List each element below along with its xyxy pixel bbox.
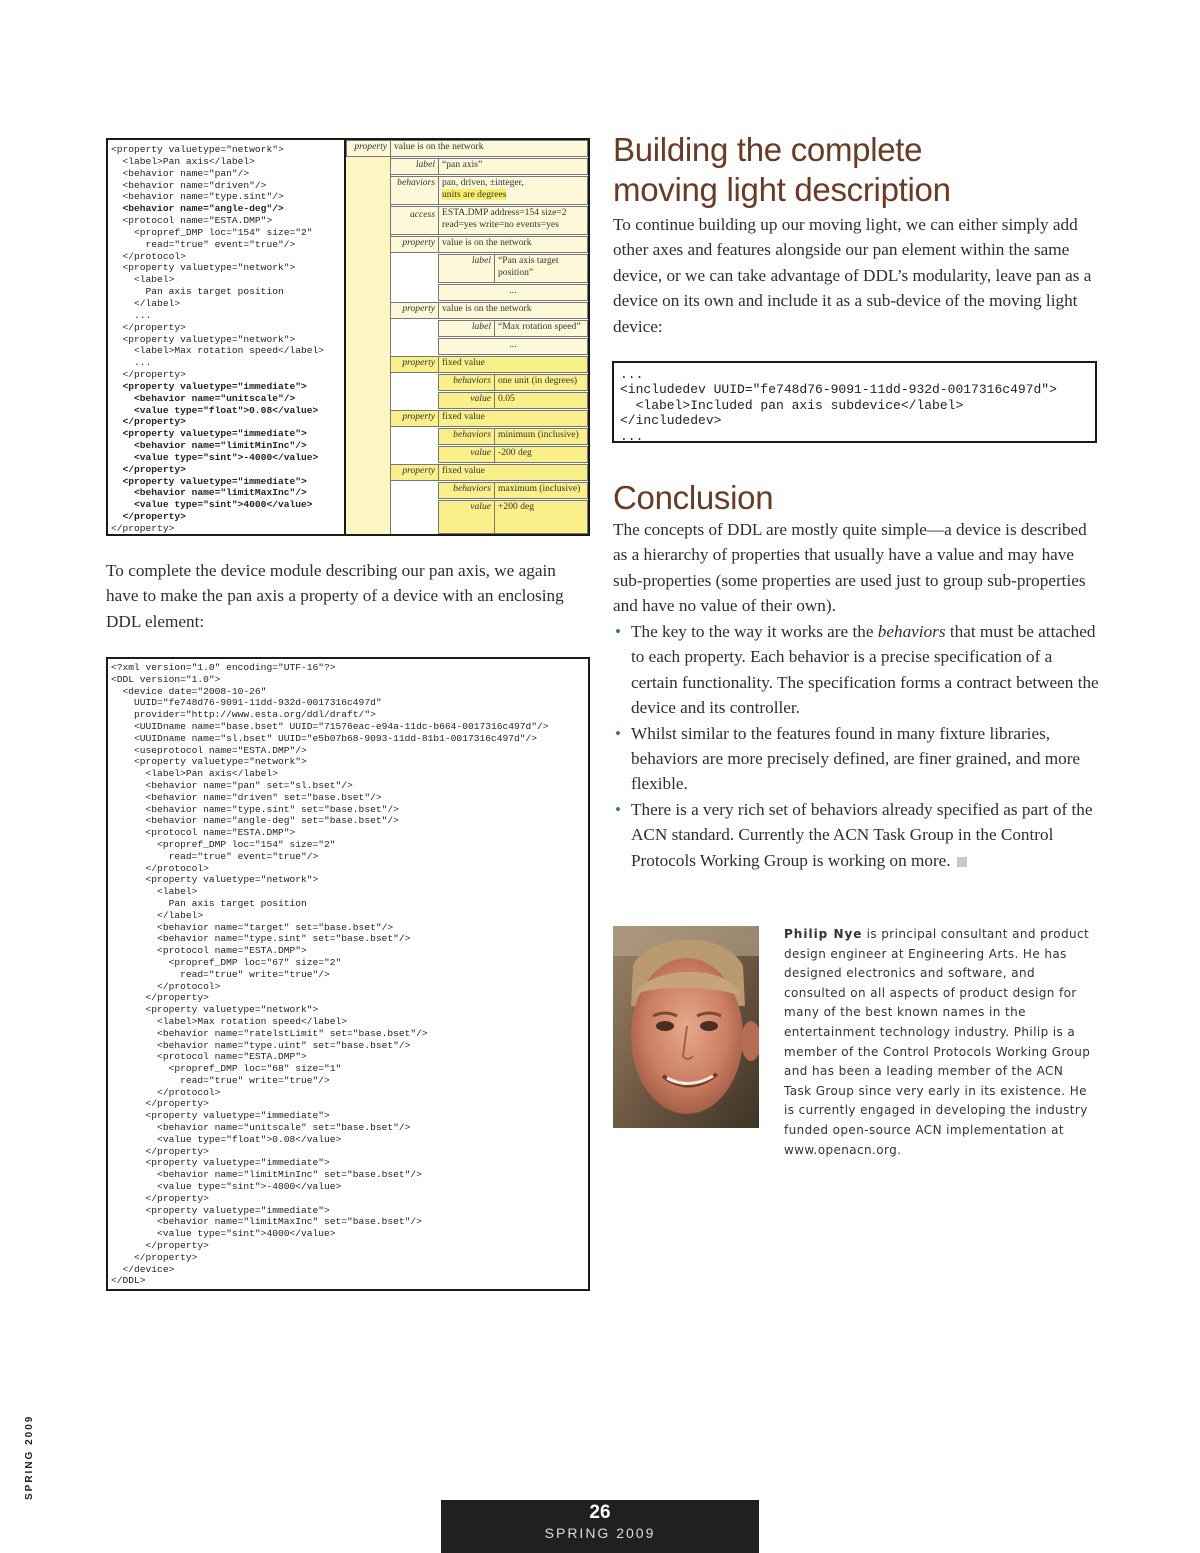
page-footer	[441, 1500, 759, 1553]
table-value: ESTA.DMP address=154 size=2 read=yes write=no events=yes	[442, 207, 567, 230]
table-value: “pan axis”	[442, 159, 483, 170]
code-line: <device date="2008-10-26"	[122, 685, 267, 697]
bullet-item: • Whilst similar to the features found in many fixture libraries, behaviors are more precisely defined, are finer grained, and more flexible.	[613, 721, 1103, 797]
code-line: </property>	[122, 463, 186, 475]
code-line: <value type="sint">4000</value>	[157, 1228, 336, 1240]
conclusion-heading: Conclusion	[613, 479, 774, 516]
table-row-sub-value: value 0.05	[438, 392, 588, 409]
code-line: <property valuetype="network">	[122, 333, 296, 345]
table-row-root	[346, 140, 588, 157]
table-key: property	[347, 141, 391, 156]
code-line: </property>	[122, 321, 186, 333]
table-value: pan, driven, ±integer, units are degrees	[442, 177, 524, 200]
code-line: <property valuetype="immediate">	[122, 475, 307, 487]
table-value: value is on the network	[394, 141, 484, 152]
code-line: <behavior name="limitMinInc"/>	[134, 440, 307, 452]
code-line: Pan axis target position	[145, 286, 284, 298]
table-row-sub-label: label “Pan axis target position”	[438, 254, 588, 283]
code-line: <behavior name="type.sint" set="base.bset"/>	[157, 933, 411, 945]
table-row-sub-property: property fixed value	[390, 356, 588, 373]
code-line: </property>	[145, 1145, 209, 1157]
code-line: <behavior name="limitMaxInc" set="base.bset"/>	[157, 1216, 422, 1228]
code-line: <protocol name="ESTA.DMP">	[145, 827, 296, 839]
end-mark-icon	[957, 857, 967, 867]
footer-issue: SPRING 2009	[544, 1525, 656, 1541]
code-line: <property valuetype="network">	[111, 144, 284, 155]
table-row-sub-property: property value is on the network	[390, 302, 588, 319]
bullet-item: • The key to the way it works are the behaviors that must be attached to each property. Each behavior is a precise specification of a certain functionality. The specification forms a contract between the device and its controller.	[613, 619, 1103, 721]
code-line: </property>	[122, 369, 186, 381]
bullet-icon: •	[615, 799, 622, 819]
code-line: <protocol name="ESTA.DMP">	[157, 945, 307, 957]
code-line: <includedev UUID="fe748d76-9091-11dd-932d-0017316c497d">	[620, 382, 1057, 398]
code-line: read="true" write="true"/>	[180, 1074, 330, 1086]
table-row-sub-label: label “Max rotation speed”	[438, 320, 588, 337]
code-line: ...	[134, 309, 152, 321]
code-line: <UUIDname name="base.bset" UUID="71576eac-e94a-11dc-b664-0017316c497d"/>	[134, 720, 549, 732]
table-row-sub-behaviors: behaviors maximum (inclusive)	[438, 482, 588, 499]
code-line: <value type="float">0.08</value>	[157, 1133, 342, 1145]
code-line: <behavior name="driven"/>	[122, 179, 267, 191]
code-line: <behavior name="target" set="base.bset"/>	[157, 921, 394, 933]
table-row-more: ...	[438, 338, 588, 355]
author-name: Philip Nye	[784, 927, 863, 941]
code-line: <label>Included pan axis subdevice</label>	[635, 397, 964, 413]
code-listing-property	[111, 144, 324, 535]
section-paragraph: To continue building up our moving light, we can either simply add other axes and features alongside our pan element within the same device, or we can take advantage of DDL’s modularity, leave pan as a device on its own and include it as a sub-device of the moving light device:	[613, 215, 1092, 336]
code-line: </protocol>	[157, 980, 221, 992]
code-line: </label>	[134, 297, 181, 309]
code-line: read="true" event="true"/>	[145, 238, 296, 250]
code-line: <property valuetype="immediate">	[122, 428, 307, 440]
code-figure-includedev	[612, 361, 1097, 443]
code-line: <behavior name="angle-deg" set="base.bset"/>	[145, 815, 399, 827]
code-line: provider="http://www.esta.org/ddl/draft/">	[134, 709, 376, 721]
intro-paragraph: To complete the device module describing our pan axis, we again have to make the pan axis a property of a device with an enclosing DDL element:	[106, 561, 564, 631]
code-line: <behavior name="type.sint" set="base.bset"/>	[145, 803, 399, 815]
table-row-access	[390, 206, 588, 235]
code-line: <property valuetype="immediate">	[145, 1157, 330, 1169]
side-issue-label: SPRING 2009	[24, 1414, 35, 1500]
code-line: UUID="fe748d76-9091-11dd-932d-0017316c497d"	[134, 697, 382, 709]
code-line: <property valuetype="network">	[145, 1004, 319, 1016]
code-line: </protocol>	[157, 1086, 221, 1098]
table-row-sub-value: value -200 deg	[438, 446, 588, 463]
page-number: 26	[589, 1502, 611, 1523]
code-line: </property>	[145, 992, 209, 1004]
code-line: read="true" write="true"/>	[180, 968, 330, 980]
table-row-sub-value: value +200 deg	[438, 500, 588, 534]
code-line: <behavior name="unitscale"/>	[134, 392, 296, 404]
table-row-label	[390, 158, 588, 175]
table-row-sub-property: property value is on the network	[390, 236, 588, 253]
code-line: <property valuetype="network">	[145, 874, 319, 886]
author-photo	[613, 926, 759, 1128]
code-line: <propref_DMP loc="154" size="2"	[157, 838, 336, 850]
code-line: <label>Max rotation speed</label>	[134, 345, 325, 357]
code-figure-ddl	[106, 657, 590, 1291]
code-line: <label>Pan axis</label>	[122, 155, 255, 167]
code-line: <behavior name="angle-deg"/>	[122, 203, 284, 215]
code-line: <behavior name="limitMinInc" set="base.bset"/>	[157, 1169, 422, 1181]
code-line: <property valuetype="immediate">	[122, 380, 307, 392]
code-line: </protocol>	[145, 862, 209, 874]
code-line: <property valuetype="network">	[122, 262, 296, 274]
table-row-sub-property: property fixed value	[390, 464, 588, 481]
code-line: <behavior name="pan"/>	[122, 167, 250, 179]
table-spine	[346, 140, 391, 534]
code-line: </property>	[111, 523, 175, 534]
code-line: Pan axis target position	[168, 897, 307, 909]
code-line: <label>	[134, 274, 175, 286]
code-line: </property>	[122, 511, 186, 523]
code-line: </device>	[122, 1263, 175, 1275]
code-line: <behavior name="type.uint" set="base.bset"/>	[157, 1039, 411, 1051]
code-listing-includedev	[620, 367, 1057, 444]
code-line: </property>	[145, 1098, 209, 1110]
code-line: <propref_DMP loc="67" size="2"	[168, 956, 342, 968]
code-line: </includedev>	[620, 413, 722, 429]
code-line: <behavior name="driven" set="base.bset"/>	[145, 791, 382, 803]
code-line: </property>	[145, 1192, 209, 1204]
code-listing-ddl	[111, 662, 549, 1287]
conclusion-bullet-list	[613, 619, 1103, 873]
code-line: </protocol>	[122, 250, 186, 262]
code-line: <property valuetype="network">	[134, 756, 307, 768]
code-line: <behavior name="ratelstLimit" set="base.bset"/>	[157, 1027, 428, 1039]
code-line: </DDL>	[111, 1275, 146, 1287]
code-line: <value type="sint">-4000</value>	[134, 451, 319, 463]
code-line: <behavior name="unitscale" set="base.bset"/>	[157, 1122, 411, 1134]
conclusion-paragraph: The concepts of DDL are mostly quite simple—a device is described as a hierarchy of properties that usually have a value and may have sub-properties (some properties are used just to group sub-properties and have no value of their own).	[613, 520, 1087, 616]
table-row-sub-behaviors: behaviors one unit (in degrees)	[438, 374, 588, 391]
code-line: </label>	[157, 909, 204, 921]
table-key: access	[391, 207, 439, 234]
code-line: <UUIDname name="sl.bset" UUID="e5b07b68-9093-11dd-81b1-0017316c497d"/>	[134, 732, 538, 744]
table-row-sub-property: property fixed value	[390, 410, 588, 427]
code-line: <value type="sint">-4000</value>	[157, 1181, 342, 1193]
code-line: <?xml version="1.0" encoding="UTF-16"?>	[111, 662, 336, 673]
code-line: ...	[134, 357, 152, 369]
code-figure-property	[106, 138, 590, 536]
code-line: </property>	[145, 1240, 209, 1252]
bullet-item: • There is a very rich set of behaviors already specified as part of the ACN standard. Currently the ACN Task Group in the Control Protocols Working Group is working on more.	[613, 797, 1103, 873]
bullet-icon: •	[615, 622, 622, 641]
code-line: <property valuetype="immediate">	[145, 1204, 330, 1216]
code-line: <value type="sint">4000</value>	[134, 499, 313, 511]
code-line: <propref_DMP loc="68" size="1"	[168, 1063, 342, 1075]
code-line: <DDL version="1.0">	[111, 673, 221, 685]
code-line: <protocol name="ESTA.DMP">	[122, 215, 273, 227]
code-line: <property valuetype="immediate">	[145, 1110, 330, 1122]
code-line: <propref_DMP loc="154" size="2"	[134, 226, 313, 238]
bullet-icon: •	[615, 723, 622, 743]
code-line: ...	[620, 367, 644, 382]
code-line: <protocol name="ESTA.DMP">	[157, 1051, 307, 1063]
code-line: <label>	[157, 886, 198, 898]
section-heading: Building the complete moving light description	[613, 131, 951, 208]
code-line: <behavior name="type.sint"/>	[122, 191, 284, 203]
code-line: ...	[620, 428, 644, 444]
code-line: <label>Max rotation speed</label>	[157, 1015, 348, 1027]
code-line: </property>	[134, 1251, 198, 1263]
table-row-behaviors	[390, 176, 588, 205]
table-key: behaviors	[391, 177, 439, 204]
code-line: </property>	[122, 416, 186, 428]
code-line: <value type="float">0.08</value>	[134, 404, 319, 416]
code-line: <behavior name="pan" set="sl.bset"/>	[145, 779, 353, 791]
table-row-more: ...	[438, 284, 588, 301]
code-line: read="true" event="true"/>	[168, 850, 319, 862]
code-line: <behavior name="limitMaxInc"/>	[134, 487, 307, 499]
table-row-sub-behaviors: behaviors minimum (inclusive)	[438, 428, 588, 445]
code-line: <useprotocol name="ESTA.DMP"/>	[134, 744, 307, 756]
table-key: label	[391, 159, 439, 174]
code-line: <label>Pan axis</label>	[145, 768, 278, 780]
author-bio: Philip Nye is principal consultant and product design engineer at Engineering Arts. He has designed electronics and software, and consulted on all aspects of product design for many of the best known names in the entertainment technology industry. Philip is a member of the Control Protocols Working Group and has been a leading member of the ACN Task Group since very early in its existence. He is currently engaged in developing the industry funded open-source ACN implementation at www.openacn.org.	[784, 927, 1091, 1157]
